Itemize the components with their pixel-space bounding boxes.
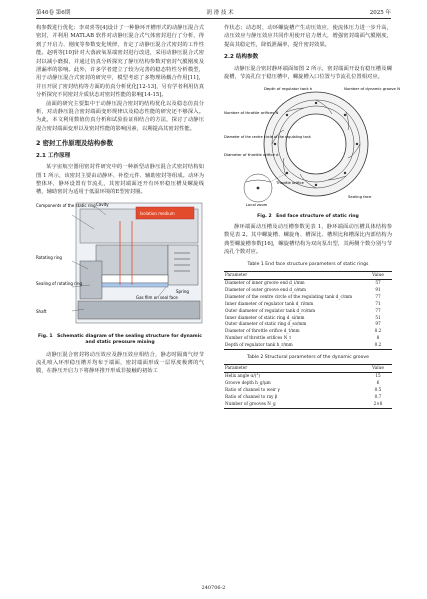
table-cell: 77 [375,307,381,313]
left-column [36,24,204,376]
fig2-label: Sealing face [348,194,372,200]
fig1-label: Isolation medium [140,210,175,216]
header-year: 2025 年 [369,10,391,16]
table-cell: Diameter of throttle orifice d_t/mm [225,328,300,334]
table-row [224,387,392,394]
table-1 [224,271,392,350]
table-cell: 71 [375,300,381,306]
table-cell: 97 [375,321,381,327]
fig1-label: Cavity [96,201,109,207]
figure-2 [224,84,400,220]
figure-1 [36,201,204,347]
table-header: Value [364,365,392,373]
table-cell: Groove depth h_g/μm [225,380,271,386]
fig1-label: Shaft [36,308,47,314]
table-1-caption: Table 1 End face structure parameters of static rings [247,261,369,267]
figure-2-number: Fig. 2 [257,213,272,219]
table-cell: 0.7 [374,394,382,400]
section-heading: 2 密封工作原理及结构参数 [36,139,113,148]
body-paragraph: 动静压混合密封将动压效应及静压效应相结合，静态时隔离气经节流孔喷入环形稳压槽并均布于端面，密封端面形成一层厚度极薄的气膜，在静压开启力下将静环推开形成非接触的初始工 [36,351,204,375]
table-row [224,279,392,286]
subsection-heading: 2.2 结构参数 [224,54,259,61]
fig2-label: Number of dynamic groove N [344,86,400,92]
table-row [224,308,392,315]
table-row [224,328,392,335]
body-paragraph: 构参数进行优化；李双喜等[4]设计了一种静环开槽形式的动静压混合式密封，并利用 MATLAB 软件对动静压混合式气体密封进行了分析，得到了开启力、刚度等参数变化规律，肯定了动静压混合式密封的工作性能。赵明等[10]针对大落液氧泵端密封进行改进，采用动静压混合式密封以减小磨损，并通过仿真分析探究了静压结构参数对密封气膜刚度及泄漏率的影响。此外，许多学者建立了较为完善的稳态特性分析模型，用于动静压混合式密封的研究中，模型考虑了多物理场耦合作用[11]，并且开展了密封结构等方面的仿真分析优化[12-13]，另有学者利用仿真分析探究不同密封介质状态对密封性能的影响[14-15]。 [36,25,204,99]
fig1-label: Sealing of rotating ring [36,280,83,286]
body-paragraph: 某宇宙航空器用密封件研究中的一种新型动静压混合式密封结构如图 1 所示，该密封主要由动静环、补偿元件、辅助密封等组成。动环为整体环，静环设置有节流孔，其密封端面还开有环形稳压槽及螺旋线槽，辅助密封为适用于低温环境的E型密封圈。 [36,164,204,196]
table-cell: 57 [375,279,381,285]
right-column [224,24,400,409]
figure-2-title: End face structure of static ring [276,213,359,219]
table-cell: 6 [376,380,380,386]
page-footer: 240706-2 [201,585,226,591]
table-cell: 77 [375,293,381,299]
table-cell: 91 [375,286,381,292]
body-paragraph: 前面的研究主要集中于动静压混合密封的结构优化以及稳态仿真分析，对动静压混合密封端面变形规律以及稳态性能的研究还不够深入。为此，本文利用数值仿真分析和试验验证相结合的方法，探讨了动静压混合密封端面变形以及密封性能的影响因素，以期提高其密封性能。 [36,100,204,132]
table-header: Parameter [224,365,364,373]
table-cell: Number of grooves N_g [224,401,364,408]
fig1-label: Gas film on seal face [136,294,178,300]
table-row [224,294,392,301]
body-paragraph: 静环端面动压槽及动压槽参数见表 1，静环端面动压槽具体结构参数见表 2。其中螺旋槽、螺旋角、槽深比、槽坝比和槽深比内部结构为典型螺旋槽参数[16]，螺旋槽结构为双向泵出型，其两侧个数分别与节流孔个数对应。 [224,224,392,256]
fig2-label: Throttle orifice [276,180,304,186]
table-cell: Ratio of channel to ray β [225,394,278,400]
static-ring-end-face-diagram [224,84,400,208]
table-cell: Outer diameter of regulator tank d_ro/mm [225,307,316,313]
table-2-caption: Table 2 Structural parameters of the dynamic groove [247,355,369,361]
fig2-label: Depth of regulator tank h [264,86,313,92]
table-row [224,373,392,380]
table-cell: 8 [376,335,380,341]
subsection-heading: 2.1 工作原理 [36,152,71,159]
seal-structure-diagram [36,201,204,329]
fig2-label: Diameter of the centre circle of the regulating tank [224,135,311,140]
table-cell: Diameter of the centre circle of the regulating tank d_c/mm [225,293,353,299]
table-row [224,394,392,401]
body-paragraph: 作状态；动态时，动环螺旋槽产生动压效应，使流体压力进一步升高，动压效应与静压效应共同作用使开启力增大，增强密封端面气膜刚度，提高其稳定性，降低泄漏率，提升密封效果。 [224,25,392,48]
table-row [224,335,392,342]
fig1-label: Spring [176,288,189,294]
header-journal: 润 滑 技 术 [206,10,234,16]
table-cell: Diameter of outer groove end d_o/mm [225,286,306,292]
table-cell: 0.5 [374,387,382,393]
figure-1-number: Fig. 1 [38,334,53,340]
table-row [224,287,392,294]
table-row [224,401,392,408]
table-cell: Inner diameter of regulator tank d_ri/mm [225,300,314,306]
table-cell: Diameter of inner groove end d_i/mm [225,279,305,285]
table-row [224,342,392,349]
table-header: Value [364,272,392,280]
fig1-label: Components of the static ring [36,202,96,208]
table-row [224,301,392,308]
table-cell: Number of throttle orifices N_t [225,335,292,341]
figure-1-caption [36,334,204,346]
table-cell: Inner diameter of static ring d_si/mm [225,314,305,320]
table-row [224,315,392,322]
table-cell: 0.2 [364,342,392,349]
body-paragraph: 动静压混合密封静环端面如图 2 所示，密封端面开设有稳压槽及螺旋槽，节流孔位于稳压槽中，螺旋槽入口位置与节流孔位置相对应。 [224,65,392,81]
fig2-label: Diameter of throttle orifice d [224,152,279,158]
table-row [224,321,392,328]
table-cell: 0.2 [374,328,382,334]
header-volume: 第46卷 第6期 [36,10,71,16]
fig2-label: Number of throttle orifices N [224,110,279,116]
table-cell: Outer diameter of static ring d_so/mm [225,321,307,327]
table-cell: 2×8 [364,401,392,408]
table-header: Parameter [224,272,364,280]
table-cell: Helix angle α/(°) [225,373,261,379]
figure-1-title: Schematic diagram of the sealing structure for dynamic and static pressure mixing [56,334,202,346]
fig1-label: Rotating ring [36,254,62,260]
table-cell: 15 [375,373,381,379]
table-cell: Ratio of channel to weir γ [225,387,280,393]
running-header [36,6,391,19]
table-2 [224,364,392,408]
fig2-label: Local zoom [246,202,268,208]
table-row [224,380,392,387]
figure-2-caption [224,214,392,220]
table-cell: Depth of regulator tank h_r/mm [224,342,364,349]
table-cell: 51 [375,314,381,320]
